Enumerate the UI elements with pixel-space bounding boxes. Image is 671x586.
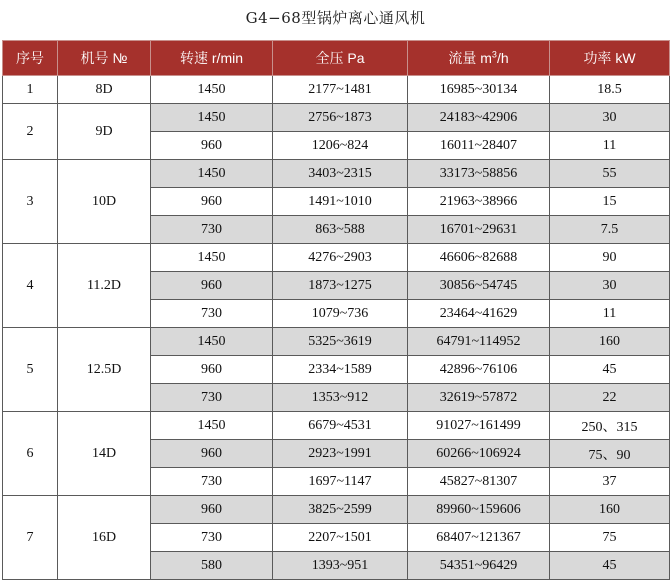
cell-pressure: 2923~1991 <box>273 440 408 468</box>
cell-speed: 1450 <box>151 104 273 132</box>
cell-power: 11 <box>550 300 670 328</box>
cell-flow: 54351~96429 <box>408 552 550 580</box>
cell-power: 75 <box>550 524 670 552</box>
cell-model: 11.2D <box>58 244 151 328</box>
cell-flow: 30856~54745 <box>408 272 550 300</box>
fan-spec-table <box>2 40 670 580</box>
cell-power: 45 <box>550 356 670 384</box>
cell-pressure: 1353~912 <box>273 384 408 412</box>
cell-model: 9D <box>58 104 151 160</box>
cell-flow: 89960~159606 <box>408 496 550 524</box>
cell-power: 160 <box>550 328 670 356</box>
cell-speed: 1450 <box>151 412 273 440</box>
table-header-row <box>3 41 670 76</box>
cell-power: 15 <box>550 188 670 216</box>
cell-speed: 960 <box>151 132 273 160</box>
header-flow-suffix: /h <box>496 50 509 66</box>
cell-power: 55 <box>550 160 670 188</box>
header-flow-prefix: 流量 m <box>448 50 492 66</box>
cell-seq: 4 <box>3 244 58 328</box>
header-speed: 转速 r/min <box>151 41 273 76</box>
cell-speed: 960 <box>151 496 273 524</box>
cell-pressure: 2334~1589 <box>273 356 408 384</box>
cell-speed: 1450 <box>151 244 273 272</box>
cell-pressure: 1697~1147 <box>273 468 408 496</box>
cell-model: 8D <box>58 76 151 104</box>
cell-pressure: 1491~1010 <box>273 188 408 216</box>
cell-speed: 730 <box>151 468 273 496</box>
header-model: 机号 № <box>58 41 151 76</box>
cell-flow: 42896~76106 <box>408 356 550 384</box>
cell-flow: 60266~106924 <box>408 440 550 468</box>
header-power: 功率 kW <box>550 41 670 76</box>
cell-flow: 46606~82688 <box>408 244 550 272</box>
table-row <box>3 104 670 132</box>
cell-flow: 24183~42906 <box>408 104 550 132</box>
header-seq: 序号 <box>3 41 58 76</box>
cell-pressure: 1393~951 <box>273 552 408 580</box>
page-title: G4−68型锅炉离心通风机 <box>245 9 426 27</box>
table-body <box>3 76 670 580</box>
cell-pressure: 3403~2315 <box>273 160 408 188</box>
cell-flow: 68407~121367 <box>408 524 550 552</box>
header-flow-sup: 3 <box>491 49 497 60</box>
cell-power: 7.5 <box>550 216 670 244</box>
cell-power: 18.5 <box>550 76 670 104</box>
cell-speed: 960 <box>151 188 273 216</box>
cell-speed: 730 <box>151 216 273 244</box>
cell-flow: 16701~29631 <box>408 216 550 244</box>
cell-seq: 5 <box>3 328 58 412</box>
cell-flow: 45827~81307 <box>408 468 550 496</box>
cell-speed: 960 <box>151 356 273 384</box>
cell-power: 45 <box>550 552 670 580</box>
cell-pressure: 5325~3619 <box>273 328 408 356</box>
cell-speed: 730 <box>151 524 273 552</box>
cell-power: 37 <box>550 468 670 496</box>
cell-seq: 3 <box>3 160 58 244</box>
cell-flow: 32619~57872 <box>408 384 550 412</box>
table-row <box>3 244 670 272</box>
cell-pressure: 1079~736 <box>273 300 408 328</box>
cell-flow: 16985~30134 <box>408 76 550 104</box>
cell-flow: 21963~38966 <box>408 188 550 216</box>
cell-flow: 23464~41629 <box>408 300 550 328</box>
cell-power: 250、315 <box>550 412 670 440</box>
cell-model: 12.5D <box>58 328 151 412</box>
cell-speed: 960 <box>151 272 273 300</box>
cell-pressure: 3825~2599 <box>273 496 408 524</box>
cell-flow: 91027~161499 <box>408 412 550 440</box>
cell-pressure: 6679~4531 <box>273 412 408 440</box>
cell-flow: 33173~58856 <box>408 160 550 188</box>
cell-pressure: 1873~1275 <box>273 272 408 300</box>
cell-flow: 64791~114952 <box>408 328 550 356</box>
cell-seq: 7 <box>3 496 58 580</box>
cell-speed: 730 <box>151 384 273 412</box>
cell-speed: 580 <box>151 552 273 580</box>
cell-speed: 1450 <box>151 328 273 356</box>
cell-model: 16D <box>58 496 151 580</box>
cell-pressure: 4276~2903 <box>273 244 408 272</box>
table-row <box>3 328 670 356</box>
cell-speed: 1450 <box>151 160 273 188</box>
cell-power: 30 <box>550 104 670 132</box>
cell-pressure: 2207~1501 <box>273 524 408 552</box>
cell-model: 14D <box>58 412 151 496</box>
cell-power: 75、90 <box>550 440 670 468</box>
table-row <box>3 412 670 440</box>
cell-speed: 960 <box>151 440 273 468</box>
cell-pressure: 2177~1481 <box>273 76 408 104</box>
cell-speed: 1450 <box>151 76 273 104</box>
cell-flow: 16011~28407 <box>408 132 550 160</box>
cell-power: 11 <box>550 132 670 160</box>
cell-model: 10D <box>58 160 151 244</box>
cell-power: 22 <box>550 384 670 412</box>
cell-pressure: 2756~1873 <box>273 104 408 132</box>
table-row <box>3 496 670 524</box>
cell-pressure: 863~588 <box>273 216 408 244</box>
cell-power: 30 <box>550 272 670 300</box>
header-pressure: 全压 Pa <box>273 41 408 76</box>
cell-power: 160 <box>550 496 670 524</box>
cell-speed: 730 <box>151 300 273 328</box>
header-flow <box>408 41 550 76</box>
table-row <box>3 160 670 188</box>
cell-pressure: 1206~824 <box>273 132 408 160</box>
cell-power: 90 <box>550 244 670 272</box>
cell-seq: 6 <box>3 412 58 496</box>
cell-seq: 2 <box>3 104 58 160</box>
table-row <box>3 76 670 104</box>
cell-seq: 1 <box>3 76 58 104</box>
